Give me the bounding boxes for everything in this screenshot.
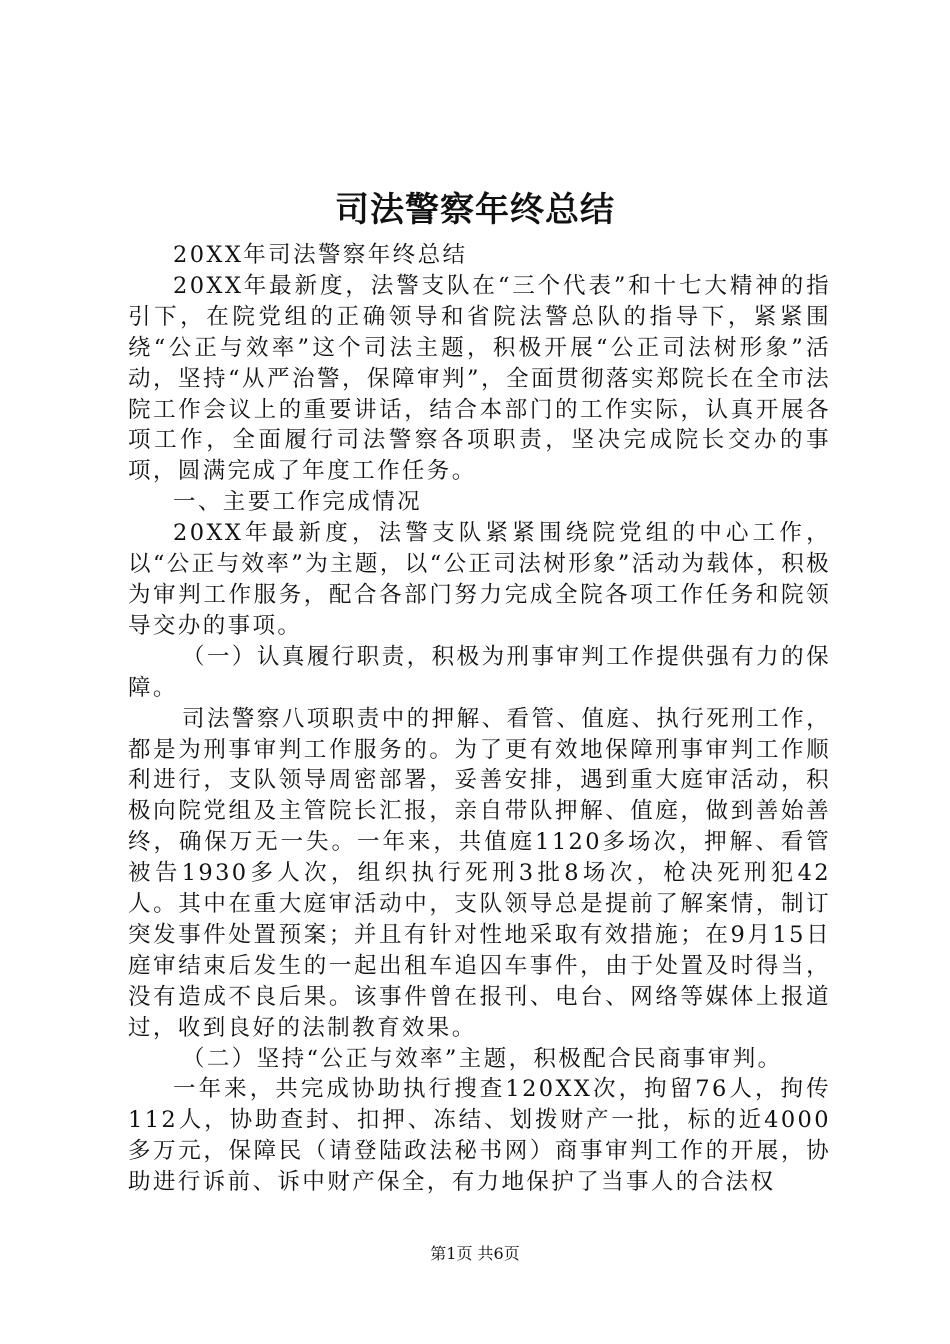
subsection-heading-criminal: （一）认真履行职责，积极为刑事审判工作提供强有力的保障。 bbox=[128, 643, 831, 701]
page-footer: 第1页 共6页 bbox=[430, 1244, 520, 1263]
paragraph-main-work: 20XX年最新度，法警支队紧紧围绕院党组的中心工作，以“公正与效率”为主题，以“公正司法树形象”活动为载体，积极为审判工作服务，配合各部门努力完成全院各项工作任务和院领导交办的事项。 bbox=[128, 520, 832, 639]
paragraph-civil: 一年来，共完成协助执行搜查120XX次，拘留76人，拘传112人，协助查封、扣押、冻结、划拨财产一批，标的近4000多万元，保障民（请登陆政法秘书网）商事审判工作的开展，协助进行诉前、诉中财产保全，有力地保护了当事人的合法权 bbox=[128, 1076, 831, 1196]
section-heading-main-work: 一、主要工作完成情况 bbox=[173, 489, 423, 516]
subsection-heading-civil: （二）坚持“公正与效率”主题，积极配合民商事审判。 bbox=[182, 1045, 783, 1072]
document-body bbox=[128, 240, 831, 1198]
paragraph-criminal: 司法警察八项职责中的押解、看管、值庭、执行死刑工作，都是为刑事审判工作服务的。为了更有效地保障刑事审判工作顺利进行，支队领导周密部署，妥善安排，遇到重大庭审活动，积极向院党组及主管院长汇报，亲自带队押解、值庭，做到善始善终，确保万无一失。一年来，共值庭1120多场次，押解、看管被告1930多人次，组织执行死刑3批8场次，枪决死刑犯42人。其中在重大庭审活动中，支队领导总是提前了解案情，制订突发事件处置预案；并且有针对性地采取有效措施；在9月15日庭审结束后发生的一起出租车追囚车事件，由于处置及时得当，没有造成不良后果。该事件曾在报刊、电台、网络等媒体上报道过，收到良好的法制教育效果。 bbox=[128, 705, 831, 1041]
paragraph-subtitle: 20XX年司法警察年终总结 bbox=[173, 242, 468, 268]
paragraph-intro: 20XX年最新度，法警支队在“三个代表”和十七大精神的指引下，在院党组的正确领导和省院法警总队的指导下，紧紧围绕“公正与效率”这个司法主题，积极开展“公正司法树形象”活动，坚持“从严治警，保障审判”，全面贯彻落实郑院长在全市法院工作会议上的重要讲话，结合本部门的工作实际，认真开展各项工作，全面履行司法警察各项职责，坚决完成院长交办的事项，圆满完成了年度工作任务。 bbox=[128, 272, 831, 485]
document-title: 司法警察年终总结 bbox=[335, 190, 615, 230]
